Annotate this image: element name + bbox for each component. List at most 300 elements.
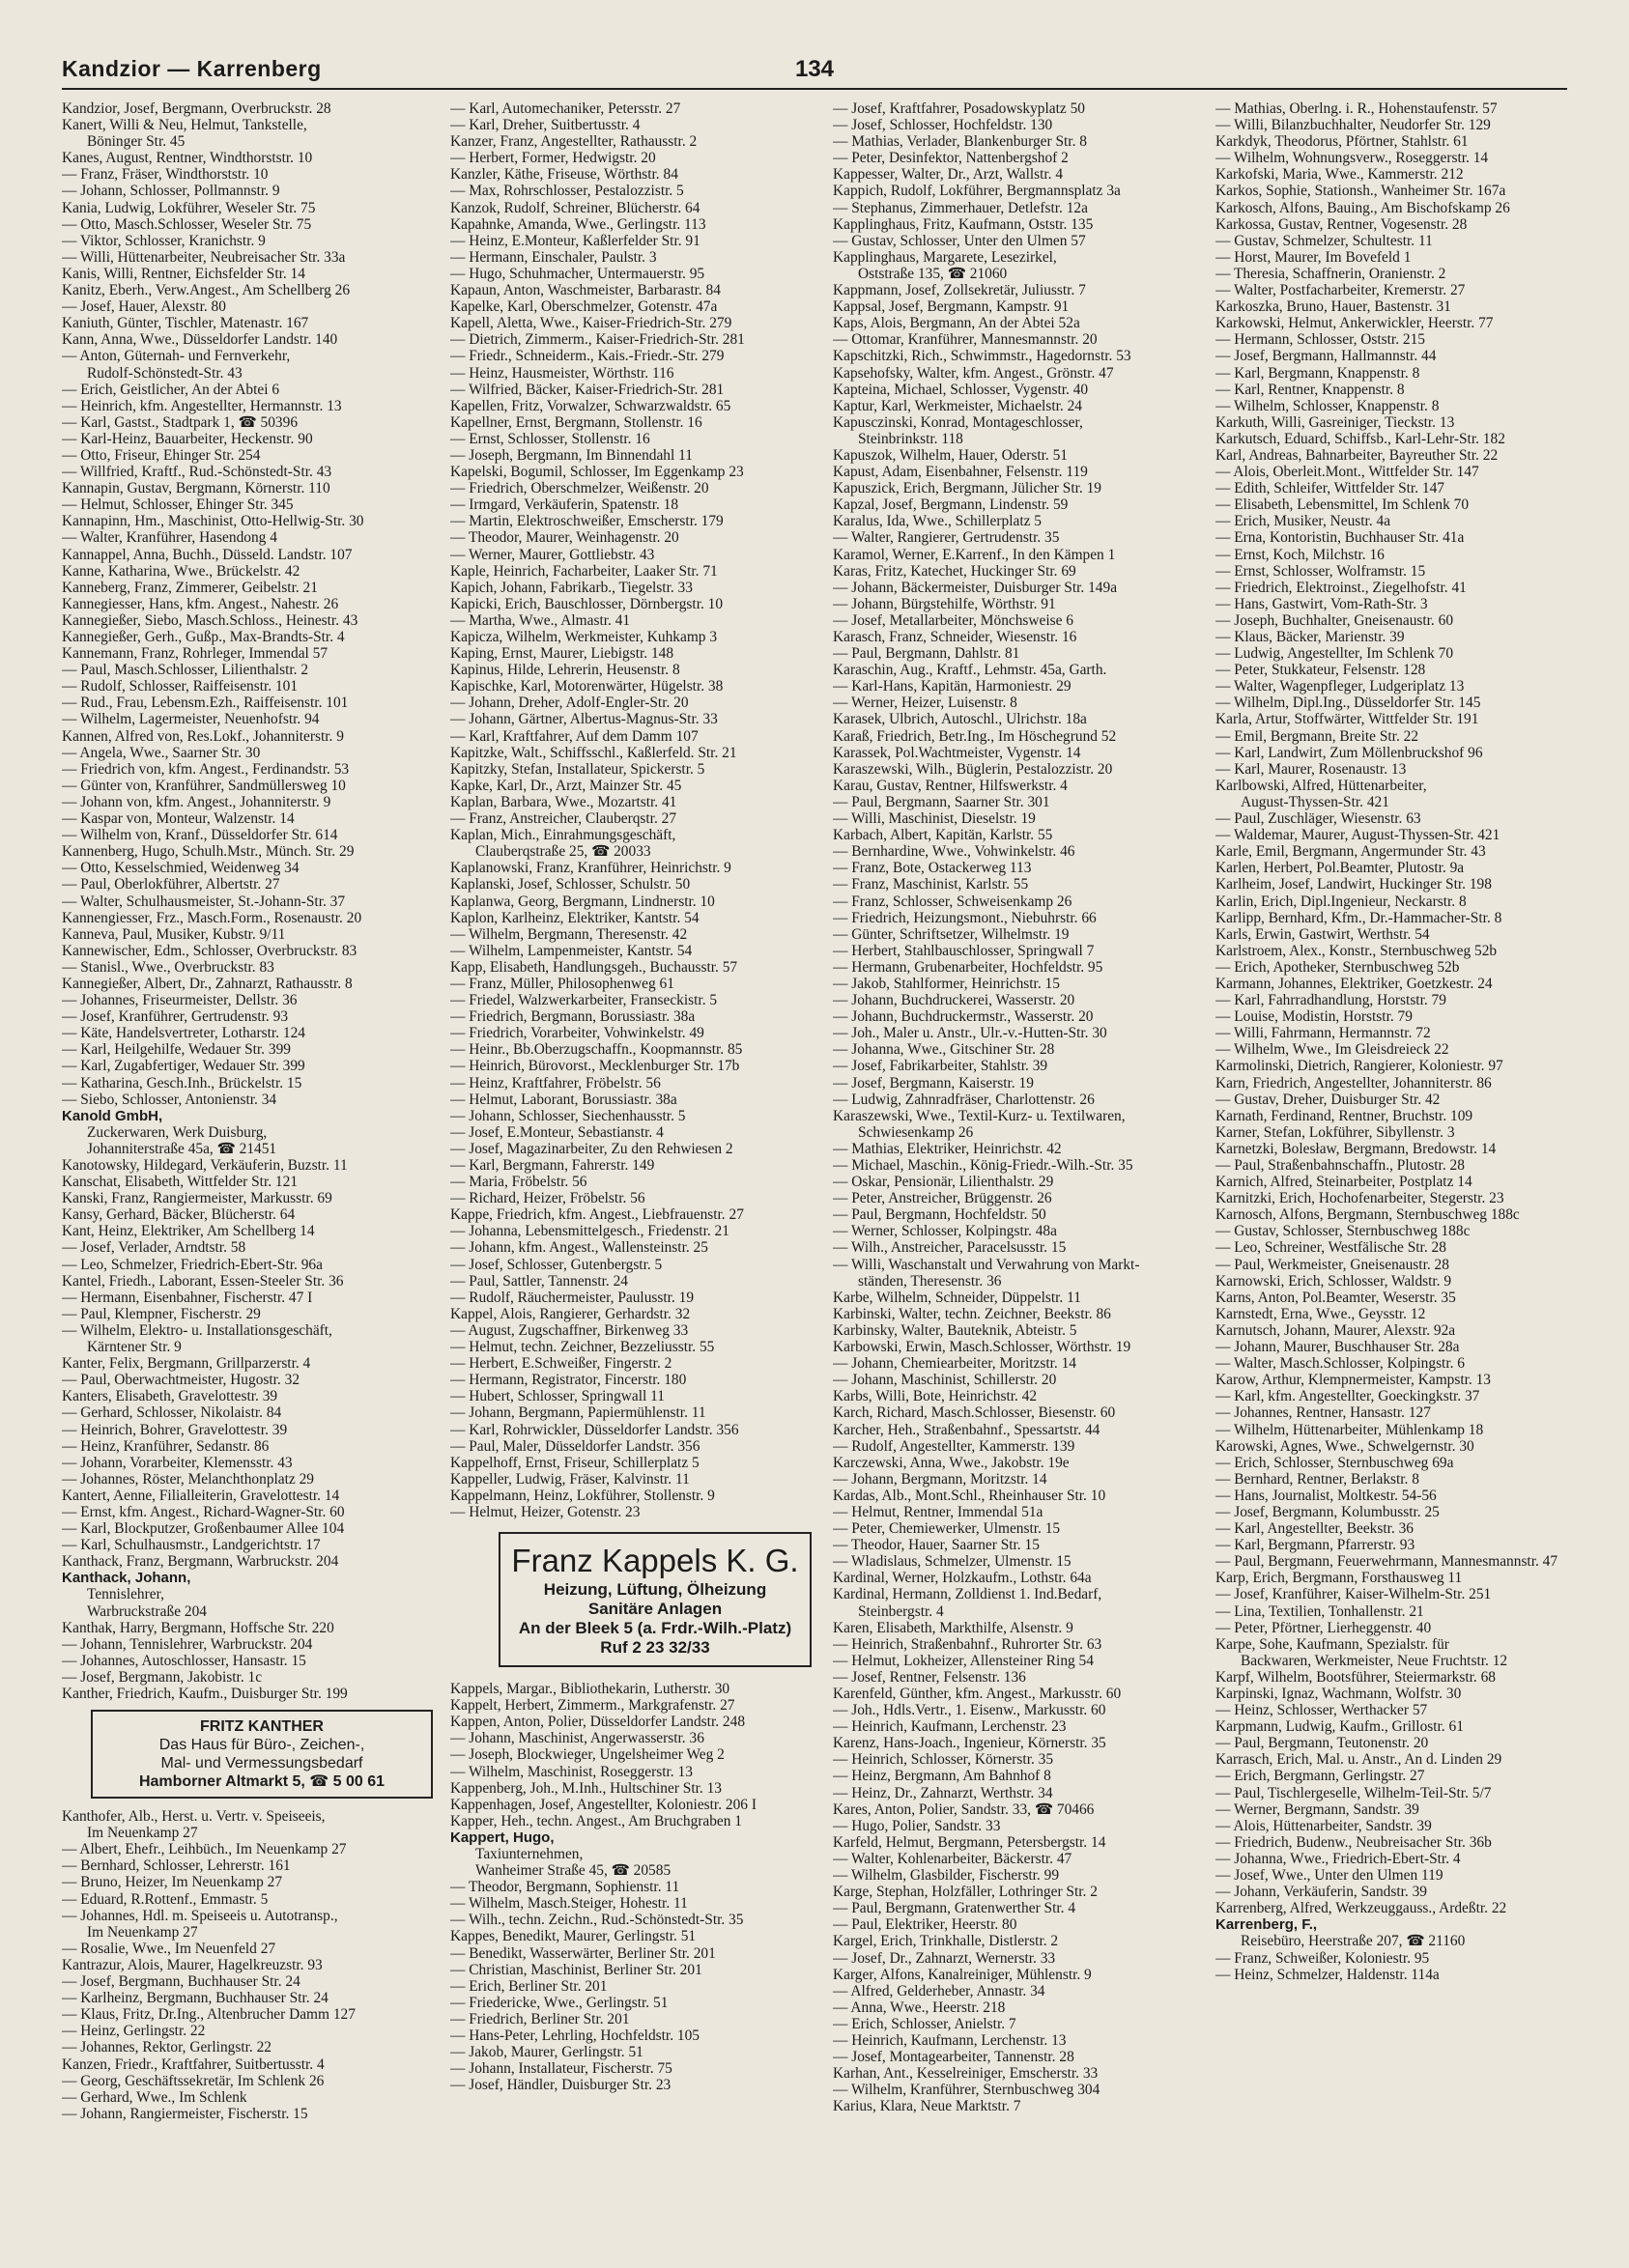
directory-entry: — Paul, Elektriker, Heerstr. 80 [833,1916,1017,1934]
directory-entry: — Erich, Schlosser, Sternbuschweg 69a [1215,1454,1454,1471]
directory-entry: — Johann, Schlosser, Siechenhausstr. 5 [450,1107,686,1124]
directory-entry: Karalus, Ida, Wwe., Schillerplatz 5 [833,513,1042,530]
directory-entry: — Ludwig, Zahnradfräser, Charlottenstr. 26 [833,1091,1095,1108]
directory-entry: — Paul, Maler, Düsseldorfer Landstr. 356 [450,1437,700,1455]
directory-entry: — Wilhelm, Kranführer, Sternbuschweg 304 [833,2082,1100,2099]
directory-entry: Karamol, Werner, E.Karrenf., In den Kämpen 1 [833,546,1116,563]
directory-entry: — Leo, Schmelzer, Friedrich-Ebert-Str. 96a [62,1256,323,1273]
directory-entry: — Rudolf, Räuchermeister, Paulusstr. 19 [450,1289,695,1306]
directory-entry: — Friedrich, Elektroinst., Ziegelhofstr. 41 [1215,579,1467,596]
directory-entry: Karbe, Wilhelm, Schneider, Düppelstr. 11 [833,1289,1081,1306]
directory-entry: Kaps, Alois, Bergmann, An der Abtei 52a [833,315,1080,332]
directory-entry: Kaplon, Karlheinz, Elektriker, Kantstr. 54 [450,909,700,926]
directory-entry: — Joseph, Bergmann, Im Binnendahl 11 [450,446,693,464]
directory-entry: — Ernst, Schlosser, Wolframstr. 15 [1215,562,1426,580]
directory-entry: Karau, Gustav, Rentner, Hilfswerkstr. 4 [833,777,1068,794]
directory-entry: — Eduard, R.Rottenf., Emmastr. 5 [62,1890,269,1908]
directory-entry: Karlipp, Bernhard, Kfm., Dr.-Hammacher-Str. 8 [1215,909,1502,926]
directory-entry: — Johann, Verkäuferin, Sandstr. 39 [1215,1884,1427,1901]
directory-entry: — Josef, Verlader, Arndtstr. 58 [62,1239,246,1257]
directory-entry: — Erich, Berliner Str. 201 [450,1977,608,1995]
directory-entry: Kanzer, Franz, Angestellter, Rathausstr. 2 [450,133,698,151]
directory-entry: Karfeld, Helmut, Bergmann, Petersbergstr. 14 [833,1833,1106,1851]
directory-entry: — Erich, Geistlicher, An der Abtei 6 [62,381,280,398]
directory-entry: — Erich, Bergmann, Gerlingstr. 27 [1215,1768,1425,1785]
directory-entry: — Franz, Anstreicher, Clauberqstr. 27 [450,810,677,828]
directory-entry: — Karlheinz, Bergmann, Buchhauser Str. 24 [62,1990,329,2007]
directory-entry: Kanzok, Rudolf, Schreiner, Blücherstr. 64 [450,199,700,216]
directory-entry: Karls, Erwin, Gastwirt, Werthstr. 54 [1215,925,1430,943]
directory-entry: Kaplan, Mich., Einrahmungsgeschäft, [450,827,676,844]
directory-entry: — Anna, Wwe., Heerstr. 218 [833,1999,1006,2016]
directory-entry: — Maria, Fröbelstr. 56 [450,1174,587,1191]
directory-entry: Karlbowski, Alfred, Hüttenarbeiter, [1215,777,1427,794]
directory-entry: Karnowski, Erich, Schlosser, Waldstr. 9 [1215,1272,1452,1290]
directory-entry: Karassek, Pol.Wachtmeister, Vygenstr. 14 [833,744,1081,761]
directory-entry: — Lina, Textilien, Tonhallenstr. 21 [1215,1602,1424,1620]
directory-entry: — Theresia, Schaffnerin, Oranienstr. 2 [1215,265,1446,282]
directory-entry: — Peter, Desinfektor, Nattenbergshof 2 [833,150,1069,167]
directory-entry: — Franz, Bote, Ostackerweg 113 [833,860,1032,877]
directory-entry: — Josef, Montagearbeiter, Tannenstr. 28 [833,2049,1074,2066]
directory-entry: — Karl, Automechaniker, Petersstr. 27 [450,100,681,117]
directory-entry: — Peter, Pförtner, Lierheggenstr. 40 [1215,1619,1432,1636]
directory-entry: Böninger Str. 45 [87,133,186,151]
directory-entry: Karlheim, Josef, Landwirt, Huckinger Str. 198 [1215,876,1492,893]
directory-entry: — Klaus, Fritz, Dr.Ing., Altenbrucher Damm 127 [62,2006,356,2024]
directory-entry: — Karl, Zugabfertiger, Wedauer Str. 399 [62,1058,305,1075]
directory-entry: Kapusczinski, Konrad, Montageschlosser, [833,413,1083,431]
directory-entry: Kardas, Alb., Mont.Schl., Rheinhauser Str. 10 [833,1487,1106,1504]
directory-entry: Kappes, Benedikt, Maurer, Gerlingstr. 51 [450,1928,697,1945]
directory-entry: — Johann, Buchdruckermstr., Wasserstr. 20 [833,1008,1094,1026]
directory-entry: — Heinz, Schmelzer, Haldenstr. 114a [1215,1966,1440,1983]
directory-entry: Karas, Fritz, Katechet, Huckinger Str. 69 [833,562,1076,580]
directory-entry: — Johann, Bäckermeister, Duisburger Str. 149a [833,579,1118,596]
directory-entry: Kania, Ludwig, Lokführer, Weseler Str. 75 [62,199,316,216]
directory-entry: Karius, Klara, Neue Marktstr. 7 [833,2098,1021,2115]
directory-entry: — Johann, Bürgstehilfe, Wörthstr. 91 [833,595,1056,612]
directory-entry: Kapper, Heh., techn. Angest., Am Bruchgraben 1 [450,1812,742,1829]
directory-entry: Kapitzky, Stefan, Installateur, Spickerstr. 5 [450,760,705,778]
column-2 [450,100,827,2093]
directory-entry: — Johann, Dreher, Adolf-Engler-Str. 20 [450,695,689,712]
directory-entry: — Heinrich, kfm. Angestellter, Hermannstr. 13 [62,397,342,414]
directory-entry: Karn, Friedrich, Angestellter, Johanniterstr. 86 [1215,1074,1492,1091]
directory-entry: Kantel, Friedh., Laborant, Essen-Steeler Str. 36 [62,1272,344,1290]
directory-entry: Taxiunternehmen, [475,1846,584,1862]
directory-entry: — Günter, Schriftsetzer, Wilhelmstr. 19 [833,925,1070,943]
directory-entry: — Wilfried, Bäcker, Kaiser-Friedrich-Str. 281 [450,381,725,398]
directory-entry: — Theodor, Hauer, Saarner Str. 15 [833,1537,1040,1554]
directory-entry: Karkdyk, Theodorus, Pförtner, Stahlstr. 61 [1215,133,1469,151]
directory-entry: Kappen, Anton, Polier, Düsseldorfer Landstr. 248 [450,1714,746,1731]
directory-entry: — Wilhelm, Lampenmeister, Kantstr. 54 [450,942,693,959]
directory-entry: Kapaun, Anton, Waschmeister, Barbarastr. 84 [450,282,721,299]
directory-entry: — Heinz, Kraftfahrer, Fröbelstr. 56 [450,1074,661,1091]
directory-entry: Kapuszok, Wilhelm, Hauer, Oderstr. 51 [833,446,1068,464]
directory-entry: — Friedel, Walzwerkarbeiter, Franseckistr. 5 [450,992,718,1009]
directory-entry: — Franz, Schweißer, Koloniestr. 95 [1215,1949,1430,1967]
directory-entry: Reisebüro, Heerstraße 207, ☎ 21160 [1241,1933,1466,1950]
directory-entry: — Georg, Geschäftssekretär, Im Schlenk 26 [62,2072,325,2089]
directory-entry: Karbs, Willi, Bote, Heinrichstr. 42 [833,1388,1038,1405]
directory-entry: — Joh., Hdls.Vertr., 1. Eisenw., Markusstr. 60 [833,1702,1106,1719]
directory-entry: — Karl, Schulhausmstr., Landgerichtstr. 17 [62,1537,321,1554]
directory-entry: — Rud., Frau, Lebensm.Ezh., Raiffeisenstr. 101 [62,695,349,712]
directory-entry: Kärntener Str. 9 [87,1339,182,1356]
directory-entry: — Josef, E.Monteur, Sebastianstr. 4 [450,1123,664,1141]
directory-entry: — Paul, Bergmann, Teutonenstr. 20 [1215,1735,1429,1752]
directory-entry: — Gustav, Dreher, Duisburger Str. 42 [1215,1091,1441,1108]
directory-entry: Karbinski, Walter, techn. Zeichner, Beekstr. 86 [833,1305,1111,1322]
directory-entry: Karnich, Alfred, Steinarbeiter, Postplatz 14 [1215,1174,1472,1191]
directory-entry: — Heinrich, Bohrer, Gravelottestr. 39 [62,1421,288,1438]
directory-entry: — Hans, Journalist, Moltkestr. 54-56 [1215,1487,1437,1504]
directory-entry: — Gerhard, Schlosser, Nikolaistr. 84 [62,1404,282,1422]
directory-entry: — Hermann, Grubenarbeiter, Hochfeldstr. 95 [833,958,1103,976]
directory-entry: — Helmut, Heizer, Gotenstr. 23 [450,1503,641,1520]
directory-entry: Im Neuenkamp 27 [87,1825,198,1842]
directory-entry: — Josef, Händler, Duisburger Str. 23 [450,2077,672,2094]
directory-entry: Karkoszka, Bruno, Hauer, Bastenstr. 31 [1215,298,1451,316]
directory-entry: Karmolinski, Dietrich, Rangierer, Koloniestr. 97 [1215,1058,1503,1075]
directory-entry: Kappmann, Josef, Zollsekretär, Juliusstr. 7 [833,282,1086,299]
directory-entry: — Werner, Bergmann, Sandstr. 39 [1215,1800,1419,1818]
directory-entry: — Hermann, Schlosser, Oststr. 215 [1215,331,1425,349]
directory-entry: — Ernst, Koch, Milchstr. 16 [1215,546,1385,563]
directory-entry: Kapust, Adam, Eisenbahner, Felsenstr. 119 [833,464,1088,481]
directory-entry: — Hermann, Einschaler, Paulstr. 3 [450,248,657,266]
directory-entry: — Bernhardine, Wwe., Vohwinkelstr. 46 [833,843,1075,861]
directory-entry: — Rudolf, Schlosser, Raiffeisenstr. 101 [62,678,299,695]
directory-entry: Wanheimer Straße 45, ☎ 20585 [475,1862,672,1880]
directory-entry: — Christian, Maschinist, Berliner Str. 201 [450,1961,702,1978]
directory-entry: Karbinsky, Walter, Bauteknik, Abteistr. 5 [833,1321,1077,1339]
directory-entry: — Wilhelm, Wohnungsverw., Roseggerstr. 14 [1215,150,1489,167]
directory-entry: — Jakob, Maurer, Gerlingstr. 51 [450,2044,643,2061]
directory-entry: — Heinz, Bergmann, Am Bahnhof 8 [833,1768,1051,1785]
directory-entry: — Paul, Sattler, Tannenstr. 24 [450,1272,628,1290]
directory-entry: Karkofski, Maria, Wwe., Kammerstr. 212 [1215,166,1464,184]
directory-entry: — Joseph, Buchhalter, Gneisenaustr. 60 [1215,611,1454,629]
directory-entry: — Albert, Ehefr., Leihbüch., Im Neuenkamp 27 [62,1841,347,1858]
directory-entry: — Willfried, Kraftf., Rud.-Schönstedt-Str. 43 [62,464,332,481]
directory-entry: Karkuth, Willi, Gasreiniger, Tieckstr. 13 [1215,413,1455,431]
directory-entry: — Johannes, Autoschlosser, Hansastr. 15 [62,1652,306,1669]
directory-entry: — Josef, Wwe., Unter den Ulmen 119 [1215,1867,1443,1885]
directory-entry: Kanzler, Käthe, Friseuse, Wörthstr. 84 [450,166,678,184]
directory-entry: Karen, Elisabeth, Markthilfe, Alsenstr. 9 [833,1619,1073,1636]
directory-entry: — Paul, Oberlokführer, Albertstr. 27 [62,876,280,893]
directory-entry: — Walter, Rangierer, Gertrudenstr. 35 [833,529,1060,547]
directory-entry: — Josef, Kraftfahrer, Posadowskyplatz 50 [833,100,1085,117]
directory-entry: Kannapinn, Hm., Maschinist, Otto-Hellwig-Str. 30 [62,513,364,530]
directory-entry: — Johann, Chemiearbeiter, Moritzstr. 14 [833,1355,1076,1373]
directory-entry: — Joseph, Blockwieger, Ungelsheimer Weg 2 [450,1746,725,1764]
directory-entry: Kanneberg, Franz, Zimmerer, Geibelstr. 21 [62,579,318,596]
directory-entry: — Elisabeth, Lebensmittel, Im Schlenk 70 [1215,496,1470,514]
ad-line: Mal- und Vermessungsbedarf [160,1755,363,1772]
directory-entry: — Ottomar, Kranführer, Mannesmannstr. 20 [833,331,1098,349]
directory-entry: Kanitz, Eberh., Verw.Angest., Am Schellberg 26 [62,282,351,299]
directory-entry: — Willi, Hüttenarbeiter, Neubreisacher Str. 33a [62,248,346,266]
directory-entry: Kanthak, Harry, Bergmann, Hoffsche Str. 220 [62,1619,334,1636]
directory-entry: — Erna, Kontoristin, Buchhauser Str. 41a [1215,529,1465,547]
directory-entry: — Johannes, Röster, Melanchthonplatz 29 [62,1470,314,1488]
page-number: 134 [794,56,835,82]
directory-entry: Kappel, Alois, Rangierer, Gerhardstr. 32 [450,1305,691,1322]
directory-entry: — Karl, Landwirt, Zum Möllenbruckshof 96 [1215,744,1483,761]
directory-entry: Karow, Arthur, Klempnermeister, Kampstr. 13 [1215,1372,1491,1389]
directory-entry: — Otto, Masch.Schlosser, Weseler Str. 75 [62,215,312,233]
directory-entry: — Gustav, Schlosser, Unter den Ulmen 57 [833,232,1086,249]
directory-entry: — Johann, Bergmann, Papiermühlenstr. 11 [450,1404,706,1422]
directory-entry: Karbowski, Erwin, Masch.Schlosser, Wörthstr. 19 [833,1339,1131,1356]
directory-entry: — Martha, Wwe., Almastr. 41 [450,611,631,629]
directory-entry: Karnath, Ferdinand, Rentner, Bruchstr. 109 [1215,1107,1473,1124]
directory-entry: — Paul, Bergmann, Feuerwehrmann, Mannesmannstr. 47 [1215,1553,1558,1571]
directory-entry: — Paul, Tischlergeselle, Wilhelm-Teil-Str. 5/7 [1215,1784,1492,1801]
directory-entry: Karlen, Herbert, Pol.Beamter, Plutostr. 9a [1215,860,1465,877]
directory-entry: — Josef, Bergmann, Hallmannstr. 44 [1215,348,1437,365]
directory-entry: — Stephanus, Zimmerhauer, Detlefstr. 12a [833,199,1088,216]
directory-entry: — Johannes, Rentner, Hansastr. 127 [1215,1404,1431,1422]
directory-entry: Kanthofer, Alb., Herst. u. Vertr. v. Speiseeis, [62,1808,326,1826]
directory-entry: — Heinrich, Bürovorst., Mecklenburger Str. 17b [450,1058,740,1075]
directory-entry: Kansy, Gerhard, Bäcker, Blücherstr. 64 [62,1206,296,1224]
directory-entry: Zuckerwaren, Werk Duisburg, [87,1123,268,1141]
directory-entry: — Paul, Klempner, Fischerstr. 29 [62,1305,261,1322]
directory-entry: Tennislehrer, [87,1586,164,1603]
directory-entry: — Friedr., Schneiderm., Kais.-Friedr.-Str. 279 [450,348,725,365]
directory-entry: — Karl, Blockputzer, Großenbaumer Allee 104 [62,1520,345,1538]
directory-entry: — Heinz, E.Monteur, Kaßlerfelder Str. 91 [450,232,700,249]
directory-entry: Karbach, Albert, Kapitän, Karlstr. 55 [833,827,1053,844]
directory-entry: — Hubert, Schlosser, Springwall 11 [450,1388,665,1405]
directory-entry: Karhan, Ant., Kesselreiniger, Emscherstr. 33 [833,2065,1099,2083]
directory-entry: Karaschin, Aug., Kraftf., Lehmstr. 45a, Garth. [833,662,1107,679]
directory-entry: Karkosch, Alfons, Bauing., Am Bischofskamp 26 [1215,199,1510,216]
directory-entry: — Bernhard, Rentner, Berlakstr. 8 [1215,1470,1419,1488]
directory-entry: — Karl, Bergmann, Knappenstr. 8 [1215,364,1420,382]
ad-line: Sanitäre Anlagen [587,1600,723,1619]
directory-entry: Kannegiesser, Hans, kfm. Angest., Nahestr. 26 [62,595,339,612]
directory-entry: — Max, Rohrschlosser, Pestalozzistr. 5 [450,183,684,200]
directory-entry: — Josef, Kranführer, Gertrudenstr. 93 [62,1008,289,1026]
directory-entry: — Johannes, Rektor, Gerlingstr. 22 [62,2039,272,2056]
directory-entry: Kanold GmbH, [62,1107,163,1124]
directory-entry: — Josef, Rentner, Felsenstr. 136 [833,1668,1026,1686]
directory-entry: — Josef, Bergmann, Kolumbusstr. 25 [1215,1503,1440,1520]
directory-entry: Karnstedt, Erna, Wwe., Geysstr. 12 [1215,1305,1426,1322]
directory-entry: Karpf, Wilhelm, Bootsführer, Steiermarkstr. 68 [1215,1668,1496,1686]
ad-line: Hamborner Altmarkt 5, ☎ 5 00 61 [138,1773,386,1791]
directory-entry: Kann, Anna, Wwe., Düsseldorfer Landstr. 140 [62,331,338,349]
directory-entry: — Johann, Buchdruckerei, Wasserstr. 20 [833,992,1075,1009]
directory-entry: — Walter, Kohlenarbeiter, Bäckerstr. 47 [833,1850,1072,1867]
directory-entry: — Franz, Fräser, Windthorststr. 10 [62,166,269,184]
directory-entry: Kannegießer, Siebo, Masch.Schloss., Heinestr. 43 [62,611,358,629]
directory-entry: — Josef, Kranführer, Kaiser-Wilhelm-Str. 251 [1215,1586,1492,1603]
directory-entry: — Josef, Schlosser, Gutenbergstr. 5 [450,1256,663,1273]
directory-entry: Backwaren, Werkmeister, Neue Fruchtstr. 12 [1241,1652,1508,1669]
ad-title: FRITZ KANTHER [200,1718,324,1736]
directory-entry: — Anton, Güternah- und Fernverkehr, [62,348,291,365]
directory-entry: — Wilhelm, Masch.Steiger, Hohestr. 11 [450,1895,688,1913]
directory-entry: — Erich, Schlosser, Anielstr. 7 [833,2015,1016,2032]
directory-entry: — Ernst, kfm. Angest., Richard-Wagner-Str. 60 [62,1503,345,1520]
directory-entry: Schwiesenkamp 26 [858,1123,974,1141]
column-4 [1215,100,1592,1983]
directory-entry: — Wladislaus, Schmelzer, Ulmenstr. 15 [833,1553,1072,1571]
directory-entry: — Johann, Installateur, Fischerstr. 75 [450,2060,672,2078]
column-1 [62,100,439,2122]
directory-entry: Kapicki, Erich, Bauschlosser, Dörnbergstr. 10 [450,595,724,612]
ad-title: Franz Kappels K. G. [511,1543,799,1579]
directory-entry: Karp, Erich, Bergmann, Forsthausweg 11 [1215,1570,1463,1587]
directory-entry: Kapke, Karl, Dr., Arzt, Mainzer Str. 45 [450,777,682,794]
directory-entry: Kanters, Elisabeth, Gravelottestr. 39 [62,1388,278,1405]
directory-entry: Kannegießer, Albert, Dr., Zahnarzt, Rathausstr. 8 [62,975,353,992]
page-header [62,56,1567,89]
directory-entry: Karasek, Ulbrich, Autoschl., Ulrichstr. 18a [833,711,1087,728]
directory-entry: Kapellner, Ernst, Bergmann, Stollenstr. 16 [450,413,702,431]
directory-entry: — Mathias, Oberlng. i. R., Hohenstaufenstr. 57 [1215,100,1498,117]
directory-entry: — Heinr., Bb.Oberzugschaffn., Koopmannstr. 85 [450,1041,743,1059]
directory-entry: Kanzen, Friedr., Kraftfahrer, Suitbertusstr. 4 [62,2055,325,2073]
directory-entry: — Josef, Magazinarbeiter, Zu den Rehwiesen 2 [450,1140,733,1157]
directory-entry: Kapich, Johann, Fabrikarb., Tiegelstr. 33 [450,579,693,596]
directory-entry: — Johannes, Hdl. m. Speiseeis u. Autotransp., [62,1907,338,1924]
directory-entry: Kappert, Hugo, [450,1829,555,1846]
directory-entry: Kanski, Franz, Rangiermeister, Markusstr. 69 [62,1190,332,1207]
directory-entry: — Paul, Bergmann, Dahlstr. 81 [833,645,1020,663]
directory-entry: — Walter, Wagenpfleger, Ludgeriplatz 13 [1215,678,1465,695]
directory-entry: Kapelski, Bogumil, Schlosser, Im Eggenkamp 23 [450,464,744,481]
directory-entry: Kanotowsky, Hildegard, Verkäuferin, Buzstr. 11 [62,1157,348,1174]
directory-entry: August-Thyssen-Str. 421 [1241,793,1389,810]
directory-entry: Kardinal, Werner, Holzkaufm., Lothstr. 64a [833,1570,1092,1587]
directory-entry: Clauberqstraße 25, ☎ 20033 [475,843,651,861]
directory-entry: Kapicza, Wilhelm, Werkmeister, Kuhkamp 3 [450,629,718,645]
directory-entry: — Erich, Musiker, Neustr. 4a [1215,513,1391,530]
directory-entry: Kardinal, Hermann, Zolldienst 1. Ind.Bedarf, [833,1586,1102,1603]
directory-entry: — Wilhelm von, Kranf., Düsseldorfer Str. 614 [62,827,338,844]
directory-entry: Rudolf-Schönstedt-Str. 43 [87,364,243,382]
directory-entry: — Friedrich, Berliner Str. 201 [450,2010,630,2027]
directory-entry: Kanneva, Paul, Musiker, Kubstr. 9/11 [62,925,286,943]
directory-entry: — Karl, Kraftfahrer, Auf dem Damm 107 [450,727,699,745]
directory-entry: — Karl, Angestellter, Beekstr. 36 [1215,1520,1414,1538]
directory-entry: Karenz, Hans-Joach., Ingenieur, Körnerstr. 35 [833,1735,1106,1752]
directory-entry: — Emil, Bergmann, Breite Str. 22 [1215,727,1419,745]
ad-line: Ruf 2 23 32/33 [600,1638,710,1658]
directory-entry: — Johann, Rangiermeister, Fischerstr. 15 [62,2105,308,2122]
directory-entry: — Willi, Waschanstalt und Verwahrung von Markt- [833,1256,1140,1273]
directory-entry: — Ludwig, Angestellter, Im Schlenk 70 [1215,645,1454,663]
directory-entry: — Erich, Apotheker, Sternbuschweg 52b [1215,958,1460,976]
directory-entry: — Gerhard, Wwe., Im Schlenk [62,2088,247,2106]
directory-entry: — Friedrich von, kfm. Angest., Ferdinandstr. 53 [62,760,350,778]
directory-entry: — Heinrich, Schlosser, Körnerstr. 35 [833,1751,1054,1769]
directory-entry: — Karl, Gastst., Stadtpark 1, ☎ 50396 [62,413,299,431]
directory-entry: — Heinrich, Kaufmann, Lerchenstr. 13 [833,2031,1067,2049]
directory-entry: — Otto, Kesselschmied, Weidenweg 34 [62,860,300,877]
directory-entry: Kantert, Aenne, Filialleiterin, Gravelottestr. 14 [62,1487,340,1504]
directory-entry: — Stanisl., Wwe., Overbruckstr. 83 [62,958,274,976]
directory-entry: Kappelmann, Heinz, Lokführer, Stollenstr. 9 [450,1487,715,1504]
directory-entry: — Franz, Müller, Philosophenweg 61 [450,975,674,992]
directory-entry: — Johann, Gärtner, Albertus-Magnus-Str. 33 [450,711,718,728]
directory-entry: — Katharina, Gesch.Inh., Brückelstr. 15 [62,1074,302,1091]
directory-entry: — Wilh., techn. Zeichn., Rud.-Schönstedt-Str. 35 [450,1912,744,1929]
directory-entry: Kanschat, Elisabeth, Wittfelder Str. 121 [62,1174,299,1191]
directory-entry: — Josef, Bergmann, Buchhauser Str. 24 [62,1973,300,1991]
directory-entry: — Herbert, Former, Hedwigstr. 20 [450,150,656,167]
directory-entry: — Heinz, Schlosser, Werthacker 57 [1215,1702,1428,1719]
directory-entry: — Michael, Maschin., König-Friedr.-Wilh.-Str. 35 [833,1157,1133,1174]
directory-entry: — Walter, Postfacharbeiter, Kremerstr. 27 [1215,282,1466,299]
directory-entry: Karcher, Heh., Straßenbahnf., Spessartstr. 44 [833,1421,1100,1438]
directory-entry: — Josef, Schlosser, Hochfeldstr. 130 [833,117,1053,134]
directory-entry: — Hans-Peter, Lehrling, Hochfeldstr. 105 [450,2027,700,2045]
directory-entry: Warbruckstraße 204 [87,1602,207,1620]
directory-entry: Kaniuth, Günter, Tischler, Matenastr. 167 [62,315,309,332]
directory-entry: — Friedrich, Budenw., Neubreisacher Str. 36b [1215,1833,1492,1851]
directory-entry: — Karl, kfm. Angestellter, Goeckingkstr. 37 [1215,1388,1480,1405]
directory-entry: — Paul, Bergmann, Hochfeldstr. 50 [833,1206,1046,1224]
directory-entry: — Walter, Schulhausmeister, St.-Johann-Str. 37 [62,893,346,910]
directory-entry: — Helmut, Laborant, Borussiastr. 38a [450,1091,677,1108]
directory-entry: — Herbert, Stahlbauschlosser, Springwall 7 [833,942,1095,959]
directory-entry: — Wilhelm, Bergmann, Theresenstr. 42 [450,925,688,943]
directory-entry: Karkos, Sophie, Stationsh., Wanheimer Str. 167a [1215,183,1506,200]
directory-entry: — Franz, Maschinist, Karlstr. 55 [833,876,1029,893]
directory-entry: Karlin, Erich, Dipl.Ingenieur, Neckarstr. 8 [1215,893,1467,910]
directory-entry: Karkowski, Helmut, Ankerwickler, Heerstr. 77 [1215,315,1494,332]
directory-entry: Kapelke, Karl, Oberschmelzer, Gotenstr. 47a [450,298,718,316]
directory-entry: — Gustav, Schmelzer, Schultestr. 11 [1215,232,1433,249]
directory-entry: — Willi, Maschinist, Dieselstr. 19 [833,810,1036,828]
directory-entry: Kappelhoff, Ernst, Friseur, Schillerplatz 5 [450,1454,700,1471]
directory-entry: — Johann, Maschinist, Angerwasserstr. 36 [450,1730,704,1747]
directory-entry: — Rosalie, Wwe., Im Neuenfeld 27 [62,1940,276,1957]
directory-entry: Kapahnke, Amanda, Wwe., Gerlingstr. 113 [450,215,706,233]
directory-entry: Kappe, Friedrich, kfm. Angest., Liebfrauenstr. 27 [450,1206,744,1224]
directory-entry: — Heinrich, Straßenbahnf., Ruhrorter Str. 63 [833,1635,1102,1653]
directory-entry: — Peter, Chemiewerker, Ulmenstr. 15 [833,1520,1061,1538]
directory-entry: — Karl, Bergmann, Fahrerstr. 149 [450,1157,655,1174]
directory-entry: — Friedrich, Vorarbeiter, Vohwinkelstr. 49 [450,1025,704,1042]
directory-entry: Kapzal, Josef, Bergmann, Lindenstr. 59 [833,496,1069,514]
directory-entry: — Edith, Schleifer, Wittfelder Str. 147 [1215,480,1444,497]
directory-entry: — Werner, Heizer, Luisenstr. 8 [833,695,1017,712]
directory-entry: — Helmut, techn. Zeichner, Bezzeliusstr. 55 [450,1339,715,1356]
directory-entry: — Paul, Straßenbahnschaffn., Plutostr. 28 [1215,1157,1465,1174]
directory-entry: — Johann, Maschinist, Schillerstr. 20 [833,1372,1057,1389]
directory-entry: — Paul, Werkmeister, Gneisenaustr. 28 [1215,1256,1449,1273]
directory-entry: — August, Zugschaffner, Birkenweg 33 [450,1321,689,1339]
directory-entry: Oststraße 135, ☎ 21060 [858,265,1008,282]
directory-entry: Karowski, Agnes, Wwe., Schwelgernstr. 30 [1215,1437,1474,1455]
directory-entry: Karl, Andreas, Bahnarbeiter, Bayreuther Str. 22 [1215,446,1499,464]
directory-entry: — Wilhelm, Elektro- u. Installationsgeschäft, [62,1321,332,1339]
directory-entry: — Heinz, Kranführer, Sedanstr. 86 [62,1437,270,1455]
directory-entry: Kapell, Aletta, Wwe., Kaiser-Friedrich-Str. 279 [450,315,732,332]
directory-entry: — Wilhelm, Hüttenarbeiter, Mühlenkamp 18 [1215,1421,1484,1438]
directory-entry: Karaszewski, Wwe., Textil-Kurz- u. Textilwaren, [833,1107,1126,1124]
